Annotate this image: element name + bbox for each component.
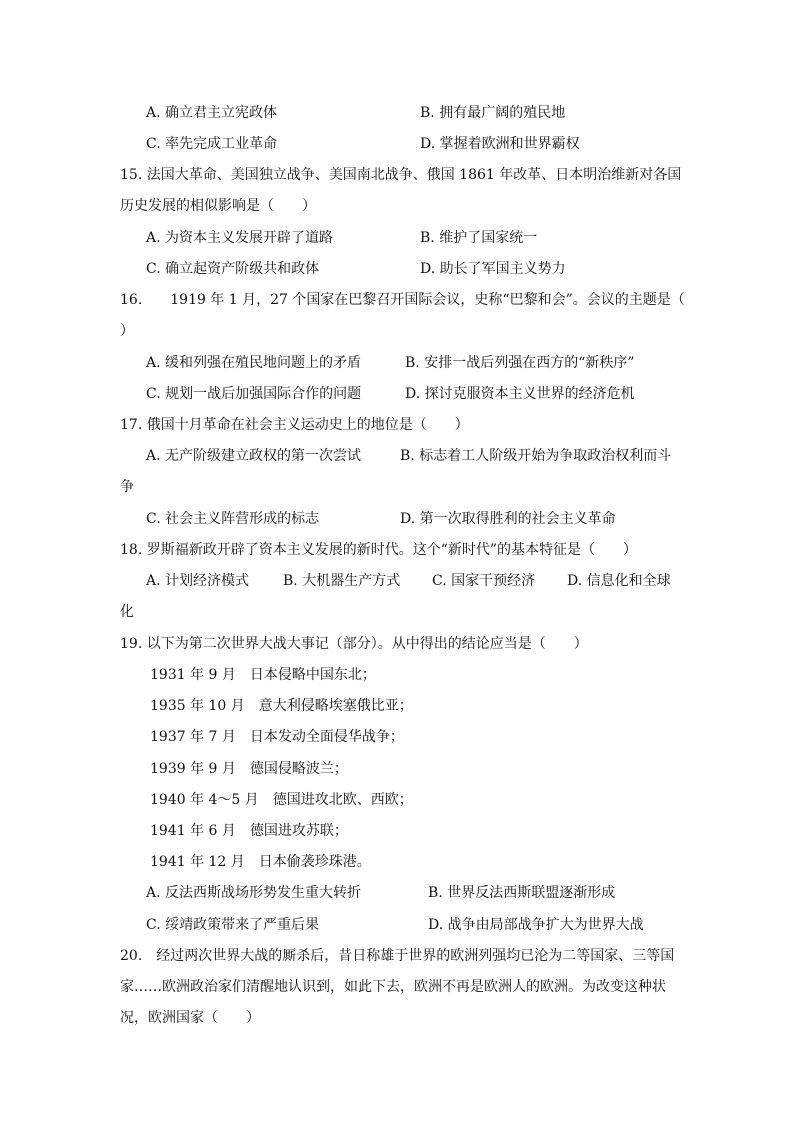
q17-option-c: C. 社会主义阵营形成的标志 bbox=[146, 511, 320, 527]
q18-option-b: B. 大机器生产方式 bbox=[283, 573, 401, 589]
q14-option-a: A. 确立君主立宪政体 bbox=[146, 105, 278, 121]
q16-option-c: C. 规划一战后加强国际合作的问题 bbox=[146, 386, 362, 402]
q17-option-d: D. 第一次取得胜利的社会主义革命 bbox=[400, 511, 616, 527]
q20-stem-line2: 家……欧洲政治家们清醒地认识到，如此下去，欧洲不再是欧洲人的欧洲。为改变这种状 bbox=[120, 979, 666, 995]
q15-option-c: C. 确立起资产阶级共和政体 bbox=[146, 261, 320, 277]
q18-option-d-wrap: 化 bbox=[120, 604, 134, 620]
q19-event: 1935 年 10 月 意大利侵略埃塞俄比亚； bbox=[150, 698, 413, 714]
q14-option-d: D. 掌握着欧洲和世界霸权 bbox=[420, 136, 580, 152]
q19-event: 1931 年 9 月 日本侵略中国东北； bbox=[150, 667, 376, 683]
q14-option-b: B. 拥有最广阔的殖民地 bbox=[420, 105, 566, 121]
q15-option-a: A. 为资本主义发展开辟了道路 bbox=[146, 230, 334, 246]
q19-event: 1941 年 12 月 日本偷袭珍珠港。 bbox=[150, 854, 371, 870]
q18-option-a: A. 计划经济模式 bbox=[146, 573, 250, 589]
q16-stem-line1: 16. 1919 年 1 月，27 个国家在巴黎召开国际会议，史称“巴黎和会”。会议的主题是（ bbox=[120, 292, 685, 308]
q17-option-b-wrap: 争 bbox=[120, 479, 134, 495]
q16-option-b: B. 安排一战后列强在西方的“新秩序” bbox=[405, 355, 635, 371]
q16-option-d: D. 探讨克服资本主义世界的经济危机 bbox=[405, 386, 635, 402]
q16-option-a: A. 缓和列强在殖民地问题上的矛盾 bbox=[146, 355, 362, 371]
q15-option-b: B. 维护了国家统一 bbox=[420, 230, 538, 246]
q20-stem-line3: 况，欧洲国家（ ） bbox=[120, 1010, 260, 1026]
q17-stem: 17. 俄国十月革命在社会主义运动史上的地位是（ ） bbox=[120, 417, 469, 433]
q17-option-a: A. 无产阶级建立政权的第一次尝试 bbox=[146, 448, 362, 464]
q19-option-c: C. 绥靖政策带来了严重后果 bbox=[146, 917, 320, 933]
q19-option-b: B. 世界反法西斯联盟逐渐形成 bbox=[428, 885, 616, 901]
q15-option-d: D. 助长了军国主义势力 bbox=[420, 261, 566, 277]
q19-event: 1939 年 9 月 德国侵略波兰； bbox=[150, 761, 348, 777]
q14-option-c: C. 率先完成工业革命 bbox=[146, 136, 278, 152]
q18-option-d: D. 信息化和全球 bbox=[567, 573, 671, 589]
q15-stem-line1: 15. 法国大革命、美国独立战争、美国南北战争、俄国 1861 年改革、日本明治维新对各国 bbox=[120, 167, 682, 183]
q16-stem-line2: ） bbox=[120, 323, 134, 339]
q19-option-a: A. 反法西斯战场形势发生重大转折 bbox=[146, 885, 362, 901]
q15-stem-line2: 历史发展的相似影响是（ ） bbox=[120, 198, 316, 214]
q19-event: 1937 年 7 月 日本发动全面侵华战争； bbox=[150, 729, 404, 745]
q19-stem: 19. 以下为第二次世界大战大事记（部分）。从中得出的结论应当是（ ） bbox=[120, 636, 588, 652]
q20-stem-line1: 20. 经过两次世界大战的厮杀后，昔日称雄于世界的欧洲列强均已沦为二等国家、三等国 bbox=[120, 948, 675, 964]
q19-option-d: D. 战争由局部战争扩大为世界大战 bbox=[428, 917, 644, 933]
q18-stem: 18. 罗斯福新政开辟了资本主义发展的新时代。这个“新时代”的基本特征是（ ） bbox=[120, 542, 638, 558]
q19-event: 1941 年 6 月 德国进攻苏联； bbox=[150, 823, 348, 839]
q17-option-b: B. 标志着工人阶级开始为争取政治权利而斗 bbox=[400, 448, 672, 464]
q18-option-c: C. 国家干预经济 bbox=[432, 573, 536, 589]
q19-event: 1940 年 4～5 月 德国进攻北欧、西欧； bbox=[150, 792, 413, 808]
